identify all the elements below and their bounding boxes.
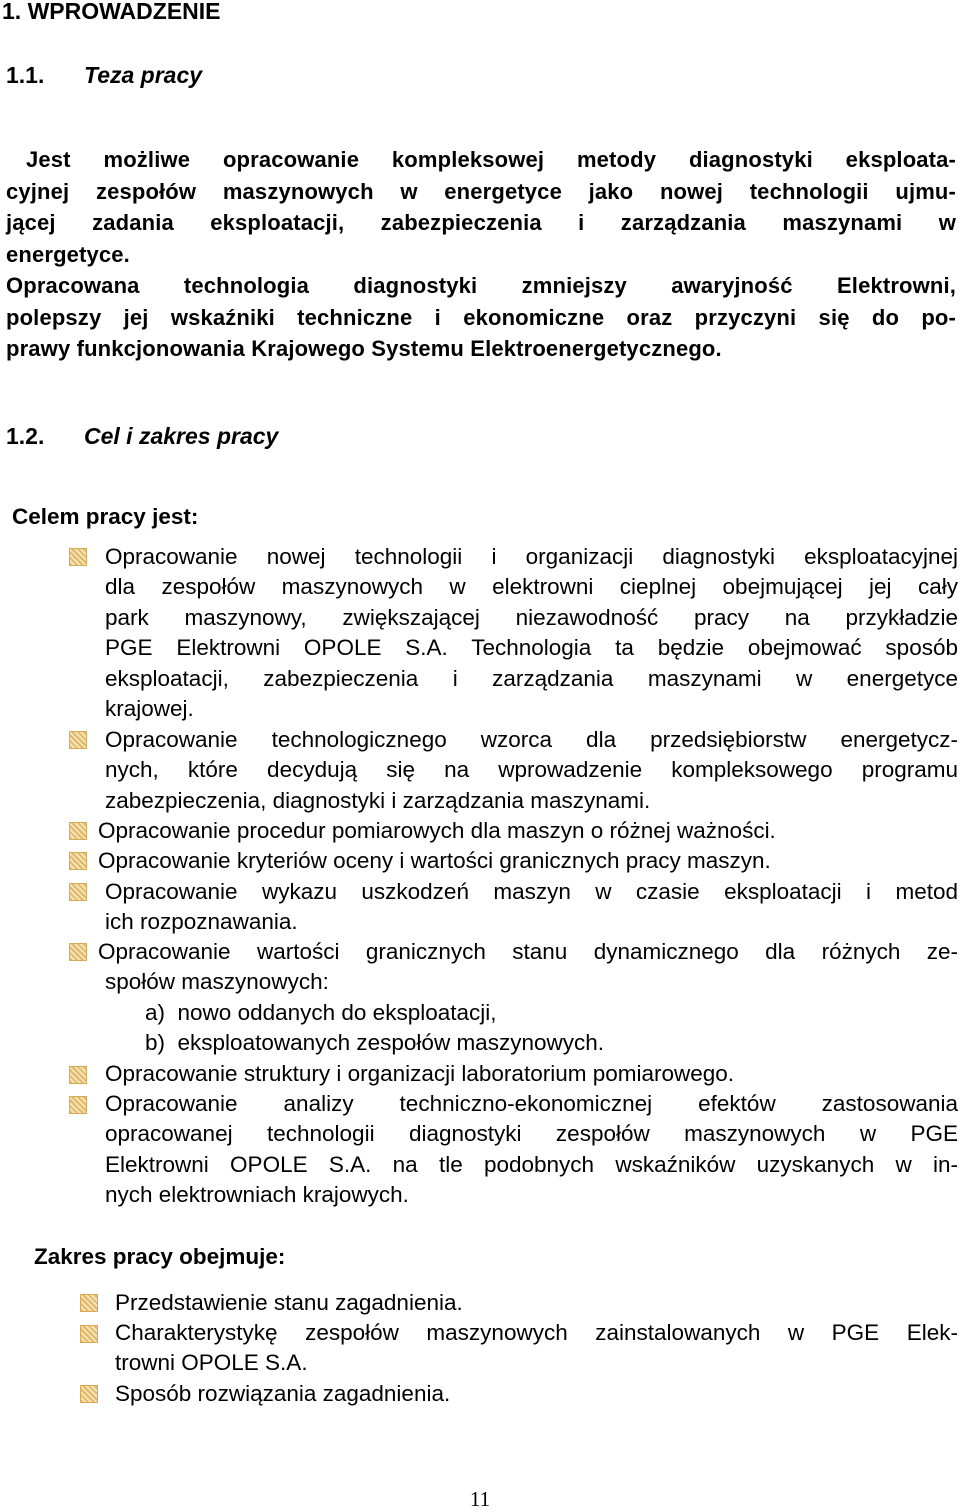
text-line: nych elektrowniach krajowych. bbox=[105, 1182, 409, 1208]
text-line: trowni OPOLE S.A. bbox=[115, 1350, 308, 1376]
text-line: Opracowanie nowej technologii i organizacji diagnostyki eksploatacyjnej bbox=[105, 544, 958, 569]
goal-item bbox=[105, 877, 958, 938]
thesis-paragraph-2 bbox=[6, 270, 956, 365]
text-line: polepszy jej wskaźniki techniczne i ekonomiczne oraz przyczyni się do po- bbox=[6, 304, 956, 330]
section-number-1-2: 1.2. bbox=[6, 423, 45, 449]
bullet-icon bbox=[80, 1325, 98, 1343]
text-line: Opracowanie wykazu uszkodzeń maszyn w czasie eksploatacji i metod bbox=[105, 879, 958, 904]
text-line: park maszynowy, zwiększającej niezawodność pracy na przykładzie bbox=[105, 604, 958, 630]
chapter-heading: 1. WPROWADZENIE bbox=[2, 0, 221, 24]
text-line: Opracowana technologia diagnostyki zmniejszy awaryjność Elektrowni, bbox=[6, 273, 956, 298]
goal-item bbox=[105, 725, 958, 816]
sublist-item bbox=[145, 998, 745, 1028]
scope-heading: Zakres pracy obejmuje: bbox=[34, 1244, 286, 1269]
text-line: nych, które decydują się na wprowadzenie kompleksowego programu bbox=[105, 757, 958, 783]
scope-item bbox=[115, 1288, 958, 1318]
text-line: Charakterystykę zespołów maszynowych zainstalowanych w PGE Elek- bbox=[115, 1320, 958, 1345]
text-line: energetyce. bbox=[6, 241, 130, 267]
goal-item bbox=[98, 846, 958, 876]
text-line: Elektrowni OPOLE S.A. na tle podobnych wskaźników uzyskanych w in- bbox=[105, 1151, 958, 1177]
thesis-paragraph-1 bbox=[6, 144, 956, 270]
text-line: zabezpieczenia, diagnostyki i zarządzania maszynami. bbox=[105, 787, 651, 813]
sublist-text: nowo oddanych do eksploatacji, bbox=[177, 1000, 497, 1025]
bullet-icon bbox=[80, 1385, 98, 1403]
bullet-icon bbox=[69, 1066, 87, 1084]
text-line: Opracowanie kryteriów oceny i wartości granicznych pracy maszyn. bbox=[98, 848, 771, 873]
section-title-teza: Teza pracy bbox=[84, 62, 203, 88]
page-number: 11 bbox=[469, 1487, 491, 1511]
text-line: krajowej. bbox=[105, 695, 194, 721]
text-line: eksploatacji, zabezpieczenia i zarządzania maszynami w energetyce bbox=[105, 665, 958, 691]
scope-item bbox=[115, 1379, 958, 1409]
goal-item bbox=[105, 1059, 958, 1089]
text-line: prawy funkcjonowania Krajowego Systemu Elektroenergetycznego. bbox=[6, 336, 722, 361]
bullet-icon bbox=[69, 1096, 87, 1114]
bullet-icon bbox=[69, 852, 87, 870]
bullet-icon bbox=[69, 731, 87, 749]
goal-item bbox=[105, 1089, 958, 1211]
scope-item bbox=[115, 1318, 958, 1379]
text-line: Opracowanie analizy techniczno-ekonomicznej efektów zastosowania bbox=[105, 1091, 958, 1116]
bullet-icon bbox=[69, 548, 87, 566]
text-line: Sposób rozwiązania zagadnienia. bbox=[115, 1381, 451, 1406]
text-line: Jest możliwe opracowanie kompleksowej metody diagnostyki eksploata- bbox=[26, 147, 956, 172]
text-line: Opracowanie technologicznego wzorca dla przedsiębiorstw energetycz- bbox=[105, 727, 958, 752]
goals-heading: Celem pracy jest: bbox=[12, 504, 199, 529]
text-line: Opracowanie procedur pomiarowych dla maszyn o różnej ważności. bbox=[98, 818, 776, 843]
text-line: Opracowanie wartości granicznych stanu dynamicznego dla różnych ze- bbox=[98, 939, 958, 964]
sublist bbox=[145, 998, 745, 1059]
section-number-1-1: 1.1. bbox=[6, 62, 45, 88]
text-line: jącej zadania eksploatacji, zabezpieczenia i zarządzania maszynami w bbox=[6, 210, 956, 235]
sublist-text: eksploatowanych zespołów maszynowych. bbox=[177, 1030, 604, 1056]
text-line: społów maszynowych: bbox=[105, 969, 329, 995]
bullet-icon bbox=[69, 883, 87, 901]
bullet-icon bbox=[69, 943, 87, 961]
text-line: Przedstawienie stanu zagadnienia. bbox=[115, 1290, 463, 1315]
text-line: PGE Elektrowni OPOLE S.A. Technologia ta będzie obejmować sposób bbox=[105, 635, 958, 661]
text-line: ich rozpoznawania. bbox=[105, 909, 298, 935]
sublist-marker: b) bbox=[145, 1030, 166, 1056]
sublist-marker: a) bbox=[145, 1000, 166, 1025]
text-line: opracowanej technologii diagnostyki zespołów maszynowych w PGE bbox=[105, 1121, 958, 1147]
text-line: dla zespołów maszynowych w elektrowni cieplnej obejmującej jej cały bbox=[105, 574, 958, 600]
section-title-cel: Cel i zakres pracy bbox=[84, 423, 279, 449]
bullet-icon bbox=[69, 822, 87, 840]
sublist-item bbox=[145, 1028, 745, 1058]
goal-item bbox=[98, 816, 958, 846]
text-line: cyjnej zespołów maszynowych w energetyce jako nowej technologii ujmu- bbox=[6, 178, 956, 204]
text-line: Opracowanie struktury i organizacji laboratorium pomiarowego. bbox=[105, 1061, 735, 1086]
goal-item bbox=[98, 937, 958, 998]
goal-item bbox=[105, 542, 958, 724]
bullet-icon bbox=[80, 1294, 98, 1312]
